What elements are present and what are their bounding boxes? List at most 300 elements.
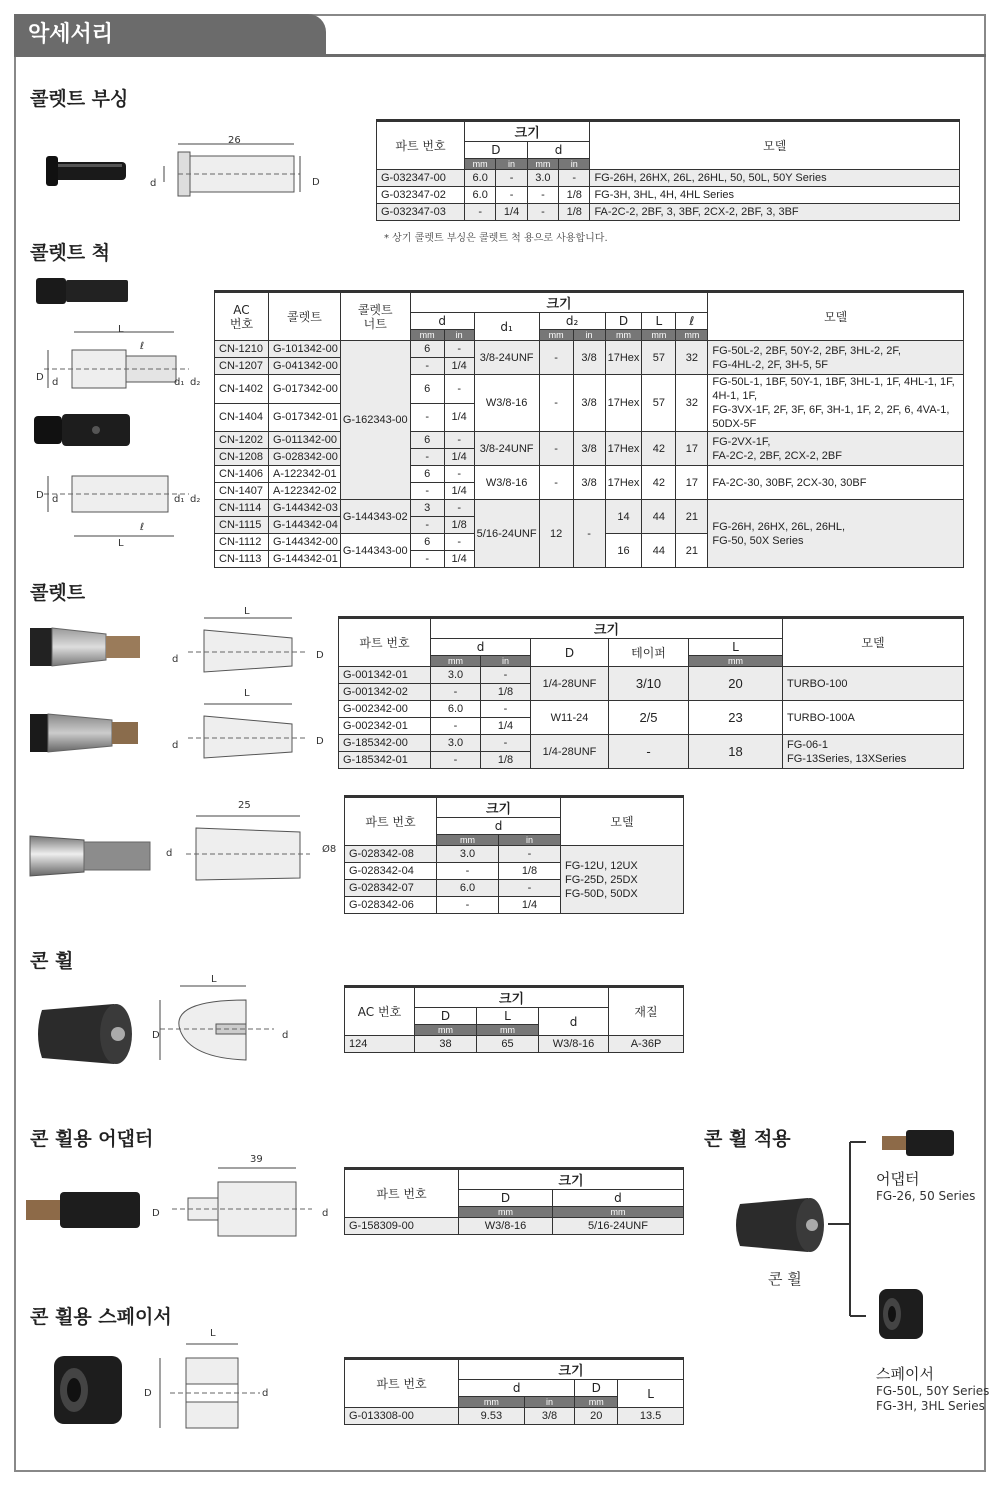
cell: G-001342-02 [339, 684, 431, 701]
chuck-dim-d2: d₂ [190, 494, 201, 505]
section-title-cone: 콘 휠 [30, 950, 74, 972]
cell: A-122342-01 [269, 466, 341, 483]
cell: G-028342-07 [345, 880, 437, 897]
cell: 17Hex [605, 341, 642, 375]
cell: CN-1407 [215, 483, 269, 500]
section-title-apply: 콘 휠 적용 [704, 1128, 791, 1150]
cell: 21 [676, 534, 708, 568]
th-D: D [415, 1008, 477, 1025]
cell: - [444, 341, 474, 358]
cell: 9.53 [459, 1408, 525, 1425]
cell: FG-2VX-1F, FA-2C-2, 2BF, 2CX-2, 2BF [708, 432, 964, 466]
cell: G-162343-00 [340, 341, 410, 500]
cell: W3/8-16 [539, 1036, 609, 1053]
th-part: 파트 번호 [345, 1169, 459, 1218]
cell: 57 [642, 375, 676, 432]
th-part: 파트 번호 [345, 1359, 459, 1408]
unit-mm: mm [539, 330, 573, 341]
cell: 38 [415, 1036, 477, 1053]
table-row [215, 375, 964, 404]
cell: 3/8 [573, 466, 605, 500]
unit-mm: mm [431, 656, 481, 667]
section-title-adapter: 콘 휠용 어댑터 [30, 1128, 154, 1150]
cell: 6 [410, 466, 444, 483]
cell: - [410, 403, 444, 432]
apply-spacer-photo [876, 1286, 926, 1342]
unit-in: in [496, 159, 527, 170]
cone-wheel-photo [30, 996, 140, 1072]
cell: 13.5 [618, 1408, 684, 1425]
unit-mm: mm [642, 330, 676, 341]
cell: G-158309-00 [345, 1218, 459, 1235]
cell: 1/4 [444, 358, 474, 375]
cell: 3/8-24UNF [474, 341, 539, 375]
chuck-dim-d: d [52, 377, 59, 388]
th-D: D [575, 1380, 618, 1397]
cell: G-185342-00 [339, 735, 431, 752]
cell: - [410, 517, 444, 534]
th-d1: d₁ [474, 313, 539, 341]
cell: - [539, 375, 573, 432]
cell: FG-50L-1, 1BF, 50Y-1, 1BF, 3HL-1, 1F, 4HL-1, 1F, 4H-1, 1F, FG-3VX-1F, 2F, 3F, 6F, 3H-1, 1F, 2, 2F, 6, 4VA-1, 50DX-5F [708, 375, 964, 432]
cell: - [444, 375, 474, 404]
collet-drawing-3 [186, 806, 336, 896]
th-d: d [539, 1008, 609, 1036]
cell: 23 [689, 701, 783, 735]
unit-in: in [559, 159, 590, 170]
bushing-note: * 상기 콜렛트 부싱은 콜렛트 척 용으로 사용합니다. [384, 233, 608, 244]
cone-wheel-drawing [150, 972, 300, 1072]
cell: CN-1402 [215, 375, 269, 404]
cell: 6.0 [465, 187, 496, 204]
cell: CN-1406 [215, 466, 269, 483]
cell: FG-50L-2, 2BF, 50Y-2, 2BF, 3HL-2, 2F, FG-4HL-2, 2F, 3H-5, 5F [708, 341, 964, 375]
cell: 14 [605, 500, 642, 534]
cell: CN-1113 [215, 551, 269, 568]
cell: 5/16-24UNF [552, 1218, 683, 1235]
table-row [339, 735, 964, 752]
chuck-dim-d: d [52, 494, 59, 505]
cone-dim-L: L [211, 974, 217, 985]
cell: TURBO-100A [783, 701, 964, 735]
table-row [377, 204, 960, 221]
th-l: ℓ [676, 313, 708, 330]
cell: 3/8 [524, 1408, 575, 1425]
th-ac: AC 번호 [345, 987, 415, 1036]
table-row [377, 187, 960, 204]
cell: FG-12U, 12UX FG-25D, 25DX FG-50D, 50DX [561, 846, 684, 914]
cell: - [437, 897, 499, 914]
table-row [215, 466, 964, 483]
cell: 6.0 [465, 170, 496, 187]
cell: G-001342-01 [339, 667, 431, 684]
cell: CN-1114 [215, 500, 269, 517]
chuck-dim-d1: d₁ [174, 494, 185, 505]
unit-in: in [524, 1397, 575, 1408]
cell: 6.0 [431, 701, 481, 718]
th-material: 재질 [609, 987, 684, 1036]
chuck-photo-1 [32, 274, 132, 308]
collet-dim-25: 25 [238, 800, 251, 811]
cell: 17Hex [605, 466, 642, 500]
unit-in: in [444, 330, 474, 341]
collet-dim-o8: Ø8 [322, 844, 337, 855]
apply-wheel-label: 콘 휠 [768, 1270, 802, 1288]
table-row [345, 1408, 684, 1425]
cell: - [465, 204, 496, 221]
cell: - [437, 863, 499, 880]
bushing-photo [40, 150, 130, 195]
collet-photo-3 [24, 826, 154, 886]
cell: G-028342-04 [345, 863, 437, 880]
cell: 6 [410, 341, 444, 358]
table-row [339, 667, 964, 684]
th-D: D [605, 313, 642, 330]
table-row [345, 1218, 684, 1235]
cell: G-002342-00 [339, 701, 431, 718]
cell: CN-1210 [215, 341, 269, 358]
cell: 3.0 [527, 170, 558, 187]
adapter-drawing [152, 1156, 332, 1246]
collet-drawing-1 [168, 608, 328, 688]
cell: 65 [477, 1036, 539, 1053]
th-L: L [689, 639, 783, 656]
th-d: d [459, 1380, 575, 1397]
cell: G-041342-00 [269, 358, 341, 375]
section-title-bushing: 콜렛트 부싱 [30, 88, 129, 110]
th-part: 파트 번호 [377, 121, 465, 170]
adapter-photo [22, 1186, 144, 1236]
cone-dim-d: d [282, 1030, 289, 1041]
collet-table [338, 616, 964, 769]
header-divider [14, 54, 986, 57]
collet-dim-d: d [172, 740, 179, 751]
bushing-dim-D: D [312, 177, 320, 188]
cell: CN-1404 [215, 403, 269, 432]
cell: 124 [345, 1036, 415, 1053]
cell: 57 [642, 341, 676, 375]
cell: - [496, 187, 527, 204]
th-L: L [618, 1380, 684, 1408]
cell: 3/8 [573, 375, 605, 432]
cell: - [444, 466, 474, 483]
cell: 18 [689, 735, 783, 769]
cell: 17 [676, 466, 708, 500]
cell: - [444, 432, 474, 449]
cell: - [539, 466, 573, 500]
spacer-photo [50, 1352, 126, 1428]
cell: 1/4 [444, 403, 474, 432]
th-size: 크기 [437, 797, 561, 818]
th-ac: AC 번호 [215, 292, 269, 341]
apply-adapter-label: 어댑터 [876, 1170, 920, 1188]
chuck-dim-L: L [118, 324, 124, 335]
cell: 32 [676, 375, 708, 432]
cell: - [444, 500, 474, 517]
cell: - [573, 500, 605, 568]
cell: 32 [676, 341, 708, 375]
cell: 17 [676, 432, 708, 466]
unit-mm: mm [575, 1397, 618, 1408]
collet-dim-D: D [316, 736, 324, 747]
section-title-collet: 콜렛트 [30, 582, 86, 604]
cell: 44 [642, 534, 676, 568]
th-d2: d₂ [539, 313, 605, 330]
chuck-dim-L: L [118, 538, 124, 549]
th-L: L [477, 1008, 539, 1025]
cell: - [499, 846, 561, 863]
chuck-dim-D: D [36, 490, 44, 501]
cell: 6.0 [437, 880, 499, 897]
spacer-dim-L: L [210, 1328, 216, 1339]
th-size: 크기 [415, 987, 609, 1008]
cell: W3/8-16 [474, 466, 539, 500]
cell: FG-26H, 26HX, 26L, 26HL, 50, 50L, 50Y Series [590, 170, 960, 187]
cell: 21 [676, 500, 708, 534]
cell: G-028342-08 [345, 846, 437, 863]
apply-spacer-series: FG-50L, 50Y Series FG-3H, 3HL Series [876, 1384, 990, 1413]
cell: 20 [689, 667, 783, 701]
th-model: 모델 [708, 292, 964, 341]
adapter-table [344, 1167, 684, 1235]
apply-spacer-caption [876, 1352, 989, 1414]
cell: G-032347-02 [377, 187, 465, 204]
cell: 1/4 [481, 718, 531, 735]
table-row [215, 341, 964, 358]
cell: - [496, 170, 527, 187]
cell: FA-2C-30, 30BF, 2CX-30, 30BF [708, 466, 964, 500]
page-header: 악세서리 [14, 14, 326, 56]
cell: 3.0 [437, 846, 499, 863]
th-part: 파트 번호 [345, 797, 437, 846]
cell: W11-24 [531, 701, 609, 735]
unit-mm: mm [605, 330, 642, 341]
cell: G-028342-06 [345, 897, 437, 914]
cell: 1/8 [499, 863, 561, 880]
cell: - [444, 534, 474, 551]
cell: FG-3H, 3HL, 4H, 4HL Series [590, 187, 960, 204]
cell: 5/16-24UNF [474, 500, 539, 568]
unit-mm: mm [527, 159, 558, 170]
section-title-spacer: 콘 휠용 스페이서 [30, 1306, 172, 1328]
unit-mm: mm [459, 1397, 525, 1408]
th-D: D [531, 639, 609, 667]
unit-mm: mm [410, 330, 444, 341]
cell: - [410, 358, 444, 375]
th-size: 크기 [410, 292, 708, 313]
cell: - [527, 204, 558, 221]
cell: G-011342-00 [269, 432, 341, 449]
th-size: 크기 [459, 1359, 684, 1380]
apply-adapter-series: FG-26, 50 Series [876, 1189, 976, 1203]
cell: 1/8 [481, 684, 531, 701]
cell: G-002342-01 [339, 718, 431, 735]
cell: G-144342-04 [269, 517, 341, 534]
cell: 17Hex [605, 375, 642, 432]
cell: - [609, 735, 689, 769]
cell: 1/4-28UNF [531, 735, 609, 769]
cell: 20 [575, 1408, 618, 1425]
table-row [345, 1036, 684, 1053]
unit-mm: mm [437, 835, 499, 846]
chuck-photo-2 [30, 410, 134, 450]
cell: 42 [642, 466, 676, 500]
cell: 6 [410, 432, 444, 449]
spacer-dim-D: D [144, 1388, 152, 1399]
unit-in: in [499, 835, 561, 846]
spacer-drawing [150, 1330, 290, 1430]
collet-dim-D: D [316, 650, 324, 661]
cell: CN-1207 [215, 358, 269, 375]
th-size: 크기 [465, 121, 590, 142]
cell: - [410, 449, 444, 466]
cell: 1/4-28UNF [531, 667, 609, 701]
section-title-chuck: 콜렛트 척 [30, 242, 111, 264]
cell: 1/8 [444, 517, 474, 534]
cell: CN-1208 [215, 449, 269, 466]
cell: 17Hex [605, 432, 642, 466]
unit-in: in [573, 330, 605, 341]
cell: 6 [410, 534, 444, 551]
spacer-table [344, 1357, 684, 1425]
bushing-table [376, 119, 960, 221]
th-D: D [465, 142, 528, 159]
unit-mm: mm [689, 656, 783, 667]
cell: - [431, 684, 481, 701]
cell: CN-1202 [215, 432, 269, 449]
th-size: 크기 [459, 1169, 684, 1190]
table-row [339, 701, 964, 718]
unit-mm: mm [459, 1207, 553, 1218]
chuck-dim-l: ℓ [140, 522, 145, 533]
cell: 1/4 [499, 897, 561, 914]
th-d: d [527, 142, 590, 159]
chuck-dim-d1: d₁ [174, 377, 185, 388]
cell: A-122342-02 [269, 483, 341, 500]
table-row [345, 846, 684, 863]
bushing-dim-length: 26 [228, 135, 241, 146]
spacer-dim-d: d [262, 1388, 269, 1399]
chuck-dim-l: ℓ [140, 341, 145, 352]
cell: 3 [410, 500, 444, 517]
cell: - [539, 432, 573, 466]
cell: 1/8 [559, 204, 590, 221]
cell: TURBO-100 [783, 667, 964, 701]
cell: G-144343-02 [340, 500, 410, 534]
cell: 16 [605, 534, 642, 568]
cell: FG-26H, 26HX, 26L, 26HL, FG-50, 50X Series [708, 500, 964, 568]
cell: G-185342-01 [339, 752, 431, 769]
th-d: d [431, 639, 531, 656]
cell: 1/4 [444, 483, 474, 500]
th-model: 모델 [783, 618, 964, 667]
cell: CN-1115 [215, 517, 269, 534]
cell: G-144342-00 [269, 534, 341, 551]
collet-drawing-2 [168, 694, 328, 774]
th-L: L [642, 313, 676, 330]
cell: - [481, 735, 531, 752]
collet-photo-1 [26, 622, 142, 672]
cell: 3/10 [609, 667, 689, 701]
cell: - [410, 551, 444, 568]
cell: FA-2C-2, 2BF, 3, 3BF, 2CX-2, 2BF, 3, 3BF [590, 204, 960, 221]
cell: FG-06-1 FG-13Series, 13XSeries [783, 735, 964, 769]
cell: 1/4 [444, 449, 474, 466]
cell: 3/8 [573, 432, 605, 466]
cell: 3.0 [431, 667, 481, 684]
apply-adapter-caption [876, 1172, 975, 1204]
cell: 2/5 [609, 701, 689, 735]
cell: G-028342-00 [269, 449, 341, 466]
cell: G-144342-03 [269, 500, 341, 517]
cell: 1/4 [496, 204, 527, 221]
chuck-dim-d2: d₂ [190, 377, 201, 388]
collet-dim-d: d [166, 848, 173, 859]
cell: G-032347-03 [377, 204, 465, 221]
collet-dim-d: d [172, 654, 179, 665]
cell: W3/8-16 [459, 1218, 553, 1235]
unit-mm: mm [552, 1207, 683, 1218]
cell: 3/8-24UNF [474, 432, 539, 466]
cell: 1/8 [559, 187, 590, 204]
cell: W3/8-16 [474, 375, 539, 432]
cell: 3.0 [431, 735, 481, 752]
cell: G-144342-01 [269, 551, 341, 568]
th-collet: 콜렛트 [269, 292, 341, 341]
cell: G-017342-01 [269, 403, 341, 432]
unit-in: in [481, 656, 531, 667]
cell: 3/8 [573, 341, 605, 375]
th-part: 파트 번호 [339, 618, 431, 667]
adapter-dim-39: 39 [250, 1154, 263, 1165]
th-model: 모델 [561, 797, 684, 846]
cell: - [481, 701, 531, 718]
unit-mm: mm [415, 1025, 477, 1036]
cell: - [499, 880, 561, 897]
th-nut: 콜렛트 너트 [340, 292, 410, 341]
unit-mm: mm [477, 1025, 539, 1036]
collet2-table [344, 795, 684, 914]
cone-table [344, 985, 684, 1053]
cell: - [431, 752, 481, 769]
cell: 6 [410, 375, 444, 404]
cell: 12 [539, 500, 573, 568]
cell: G-101342-00 [269, 341, 341, 358]
th-D: D [459, 1190, 553, 1207]
cell: - [527, 187, 558, 204]
unit-mm: mm [465, 159, 496, 170]
th-d: d [552, 1190, 683, 1207]
th-size: 크기 [431, 618, 783, 639]
apply-cone-wheel-photo [730, 1192, 834, 1258]
chuck-table [214, 290, 964, 568]
apply-spacer-label: 스페이서 [876, 1365, 934, 1383]
th-model: 모델 [590, 121, 960, 170]
adapter-dim-D: D [152, 1208, 160, 1219]
cell: 1/4 [444, 551, 474, 568]
cell: CN-1112 [215, 534, 269, 551]
collet-dim-L: L [244, 606, 250, 617]
cell: G-013308-00 [345, 1408, 459, 1425]
cell: G-144343-00 [340, 534, 410, 568]
cell: 42 [642, 432, 676, 466]
unit-mm: mm [676, 330, 708, 341]
cell: G-017342-00 [269, 375, 341, 404]
th-d: d [410, 313, 474, 330]
table-row [215, 432, 964, 449]
cell: A-36P [609, 1036, 684, 1053]
adapter-dim-d: d [322, 1208, 329, 1219]
